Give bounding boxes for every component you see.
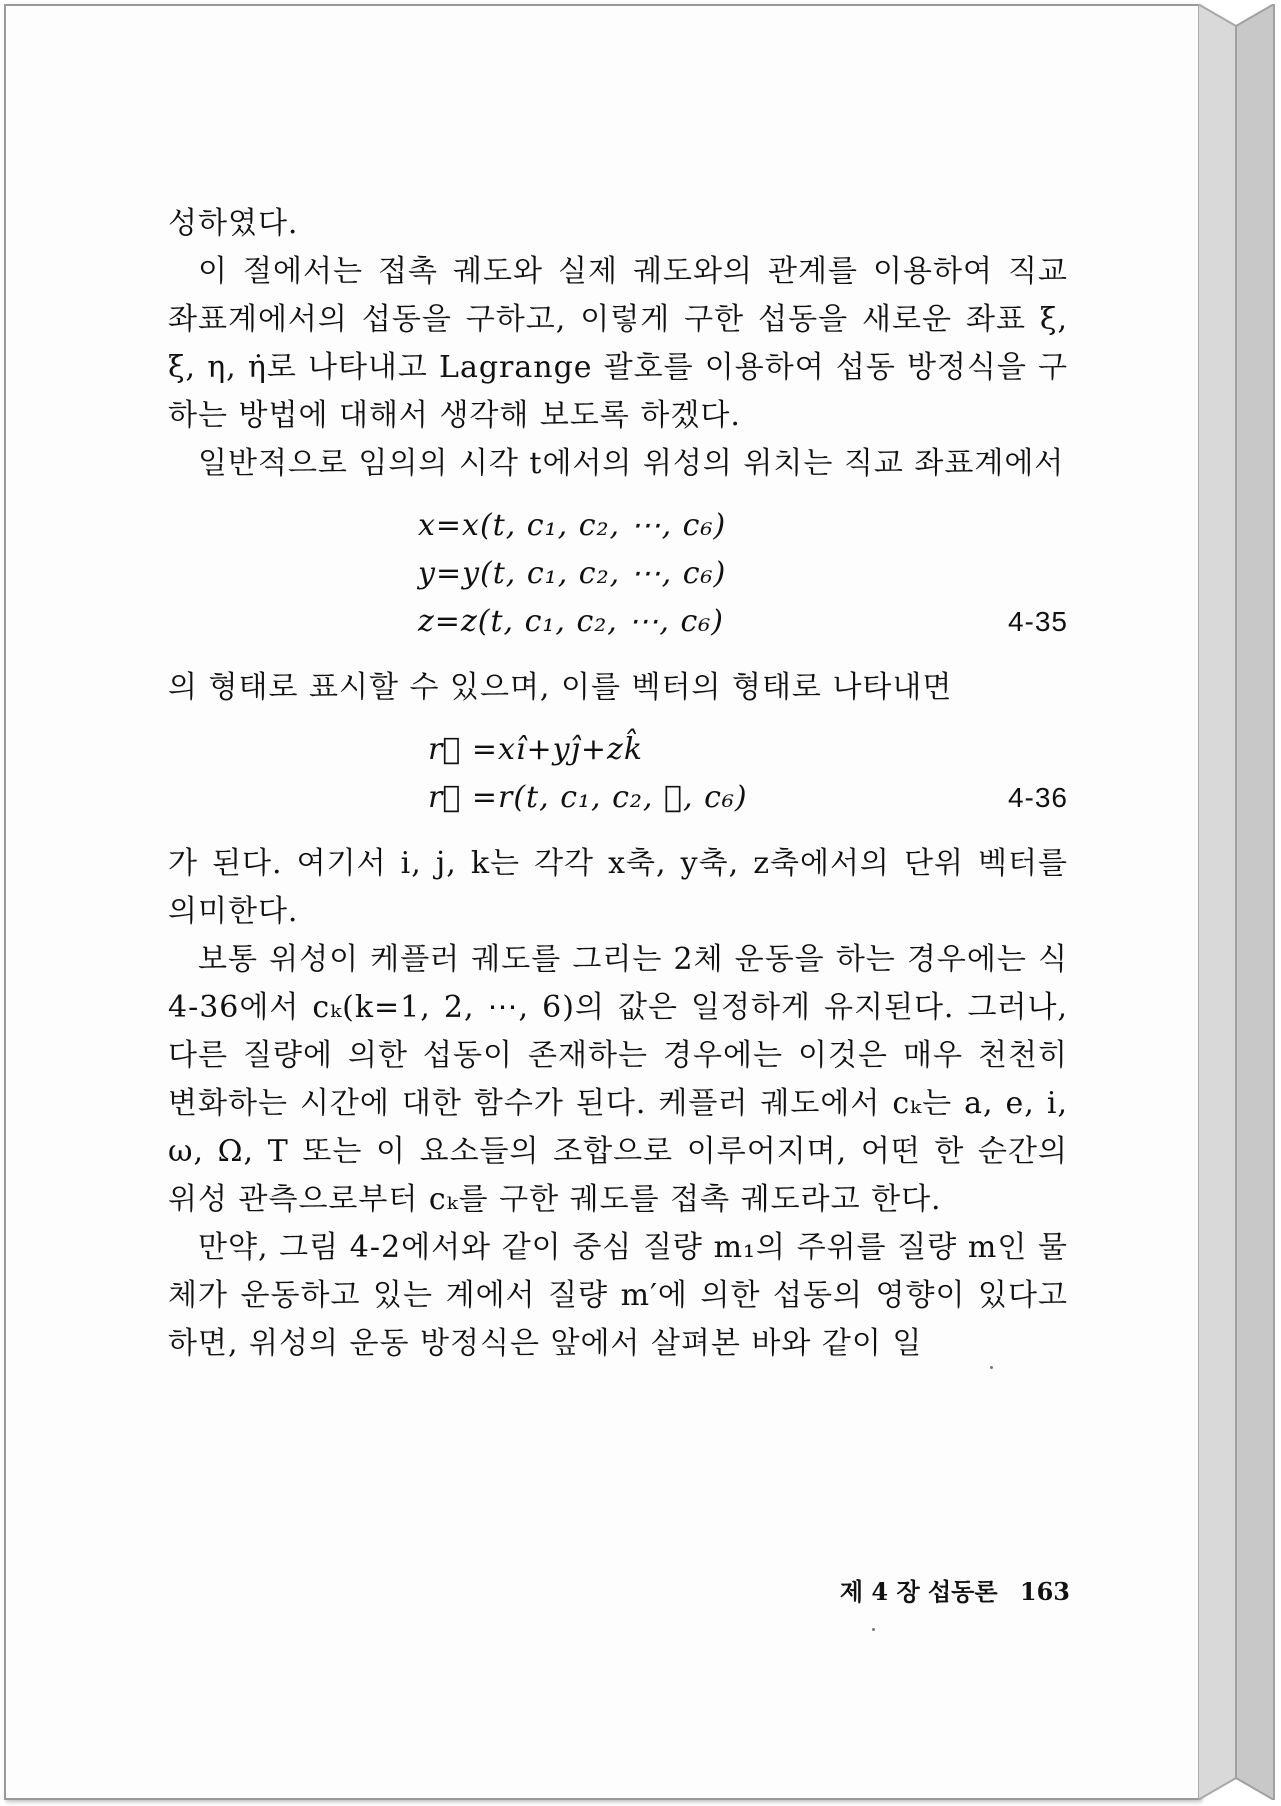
equation-y: y=y(t, c₁, c₂, ⋯, c₆) xyxy=(418,556,727,591)
book-spine xyxy=(1198,4,1278,1800)
paragraph: 일반적으로 임의의 시각 t에서의 위성의 위치는 직교 좌표계에서 xyxy=(198,446,1065,481)
equation-row xyxy=(168,502,1068,550)
paragraph: 성하였다. xyxy=(168,206,299,241)
equation-number: 4-35 xyxy=(1007,606,1068,637)
paragraph: 의 형태로 표시할 수 있으며, 이를 벡터의 형태로 나타내면 xyxy=(168,670,953,705)
equation-row xyxy=(168,550,1068,598)
equation-z: z=z(t, c₁, c₂, ⋯, c₆) xyxy=(418,604,724,639)
equation-row xyxy=(168,774,1068,822)
equation-r-components: r⃗ =xî+yĵ+zk̂ xyxy=(428,732,644,767)
equation-r-function: r⃗ =r(t, c₁, c₂, ⋯, c₆) xyxy=(428,780,748,815)
scan-speck xyxy=(990,1366,993,1369)
equation-block-4-36 xyxy=(168,726,1068,822)
paragraph: 가 된다. 여기서 i, j, k는 각각 x축, y축, z축에서의 단위 벡터를 의미한다. xyxy=(168,846,1068,929)
equation-row xyxy=(168,726,1068,774)
equation-row xyxy=(168,598,1068,646)
page-content xyxy=(168,200,1068,1368)
equation-number: 4-36 xyxy=(1007,782,1068,813)
page-number: 163 xyxy=(1019,1577,1070,1606)
page-footer xyxy=(800,1572,1070,1607)
paragraph: 보통 위성이 케플러 궤도를 그리는 2체 운동을 하는 경우에는 식 4-36에서 cₖ(k=1, 2, ⋯, 6)의 값은 일정하게 유지된다. 그러나, 다른 질량에 의한 섭동이 존재하는 경우에는 이것은 매우 천천히 변화하는 시간에 대한 함수가 된다. 케플러 궤도에서 cₖ는 a, e, i, ω, Ω, T 또는 이 요소들의 조합으로 이루어지며, 어떤 한 순간의 위성 관측으로부터 cₖ를 구한 궤도를 접촉 궤도라고 한다. xyxy=(168,942,1068,1217)
equation-x: x=x(t, c₁, c₂, ⋯, c₆) xyxy=(418,508,727,543)
equation-block-4-35 xyxy=(168,502,1068,646)
chapter-title: 제 4 장 섭동론 xyxy=(839,1577,998,1606)
paragraph: 이 절에서는 접촉 궤도와 실제 궤도와의 관계를 이용하여 직교 좌표계에서의 섭동을 구하고, 이렇게 구한 섭동을 새로운 좌표 ξ, ξ̇, η, η̇로 나타내고 Lagrange 괄호를 이용하여 섭동 방정식을 구하는 방법에 대해서 생각해 보도록 하겠다. xyxy=(168,254,1068,433)
paragraph: 만약, 그림 4-2에서와 같이 중심 질량 m₁의 주위를 질량 m인 물체가 운동하고 있는 계에서 질량 m′에 의한 섭동의 영향이 있다고 하면, 위성의 운동 방정식은 앞에서 살펴본 바와 같이 일 xyxy=(168,1230,1068,1361)
scan-speck xyxy=(872,1628,875,1631)
